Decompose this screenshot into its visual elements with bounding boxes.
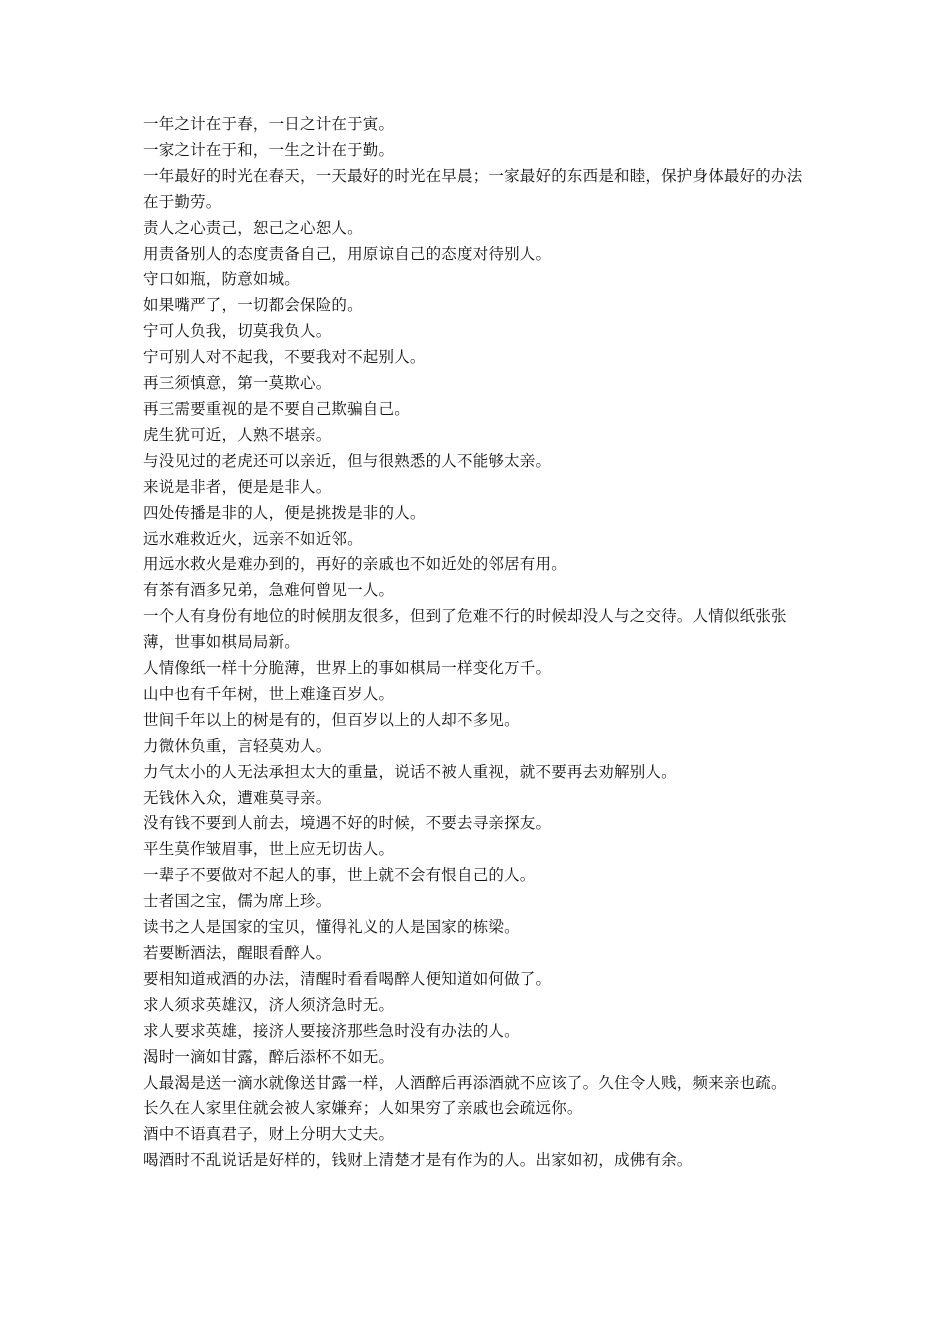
text-line-3: 一年最好的时光在春天，一天最好的时光在早晨；一家最好的东西是和睦，保护身体最好的办法在于勤劳。 xyxy=(143,166,803,211)
text-line-21: 山中也有千年树，世上难逢百岁人。 xyxy=(143,684,395,703)
text-line-24: 力气太小的人无法承担太大的重量，说话不被人重视，就不要再去劝解别人。 xyxy=(143,762,677,781)
text-line-29: 士者国之宝，儒为席上珍。 xyxy=(143,892,332,911)
text-line-1: 一年之计在于春，一日之计在于寅。 xyxy=(143,115,395,133)
text-line-11: 再三需要重视的是不要自己欺骗自己。 xyxy=(143,399,410,418)
text-line-18: 有茶有酒多兄弟，急难何曾见一人。 xyxy=(143,581,395,600)
text-line-33: 求人须求英雄汉，济人须济急时无。 xyxy=(143,995,395,1014)
text-line-38: 酒中不语真君子，财上分明大丈夫。 xyxy=(143,1125,395,1144)
text-line-9: 宁可别人对不起我，不要我对不起别人。 xyxy=(143,348,426,367)
text-line-6: 守口如瓶，防意如城。 xyxy=(143,270,301,289)
text-line-34: 求人要求英雄，接济人要接济那些急时没有办法的人。 xyxy=(143,1021,520,1040)
text-line-20: 人情像纸一样十分脆薄，世界上的事如棋局一样变化万千。 xyxy=(143,659,552,678)
text-line-39: 喝酒时不乱说话是好样的，钱财上清楚才是有作为的人。出家如初，成佛有余。 xyxy=(143,1151,693,1170)
text-line-30: 读书之人是国家的宝贝，懂得礼义的人是国家的栋梁。 xyxy=(143,918,520,937)
text-line-37: 长久在人家里住就会被人家嫌弃；人如果穷了亲戚也会疏远你。 xyxy=(143,1099,583,1118)
text-line-15: 四处传播是非的人，便是挑拨是非的人。 xyxy=(143,503,426,522)
text-line-35: 渴时一滴如甘露，醉后添杯不如无。 xyxy=(143,1047,395,1066)
text-line-36: 人最渴是送一滴水就像送甘露一样，人酒醉后再添酒就不应该了。久住令人贱，频来亲也疏。 xyxy=(143,1073,787,1092)
text-line-13: 与没见过的老虎还可以亲近，但与很熟悉的人不能够太亲。 xyxy=(143,451,552,470)
text-line-32: 要相知道戒酒的办法，清醒时看看喝醉人便知道如何做了。 xyxy=(143,969,552,988)
text-line-17: 用远水救火是难办到的，再好的亲戚也不如近处的邻居有用。 xyxy=(143,555,567,574)
text-line-31: 若要断酒法，醒眼看醉人。 xyxy=(143,944,332,962)
document-body xyxy=(143,112,813,1174)
text-line-4: 责人之心责己，恕己之心恕人。 xyxy=(143,218,363,237)
text-line-23: 力微休负重，言轻莫劝人。 xyxy=(143,736,332,755)
text-line-19: 一个人有身份有地位的时候朋友很多，但到了危难不行的时候却没人与之交待。人情似纸张张薄，世事如棋局局新。 xyxy=(143,607,787,652)
text-line-12: 虎生犹可近，人熟不堪亲。 xyxy=(143,425,332,444)
text-line-26: 没有钱不要到人前去，境遇不好的时候，不要去寻亲探友。 xyxy=(143,814,552,833)
text-line-2: 一家之计在于和，一生之计在于勤。 xyxy=(143,140,395,159)
text-line-22: 世间千年以上的树是有的，但百岁以上的人却不多见。 xyxy=(143,710,520,729)
text-line-8: 宁可人负我，切莫我负人。 xyxy=(143,322,332,341)
text-line-14: 来说是非者，便是是非人。 xyxy=(143,477,332,496)
text-line-25: 无钱休入众，遭难莫寻亲。 xyxy=(143,788,332,807)
text-line-28: 一辈子不要做对不起人的事，世上就不会有恨自己的人。 xyxy=(143,866,536,885)
text-line-10: 再三须慎意，第一莫欺心。 xyxy=(143,374,332,393)
text-line-5: 用责备别人的态度责备自己，用原谅自己的态度对待别人。 xyxy=(143,244,552,263)
text-line-27: 平生莫作皱眉事，世上应无切齿人。 xyxy=(143,840,395,859)
text-line-7: 如果嘴严了，一切都会保险的。 xyxy=(143,296,363,315)
text-line-16: 远水难救近火，远亲不如近邻。 xyxy=(143,529,363,548)
